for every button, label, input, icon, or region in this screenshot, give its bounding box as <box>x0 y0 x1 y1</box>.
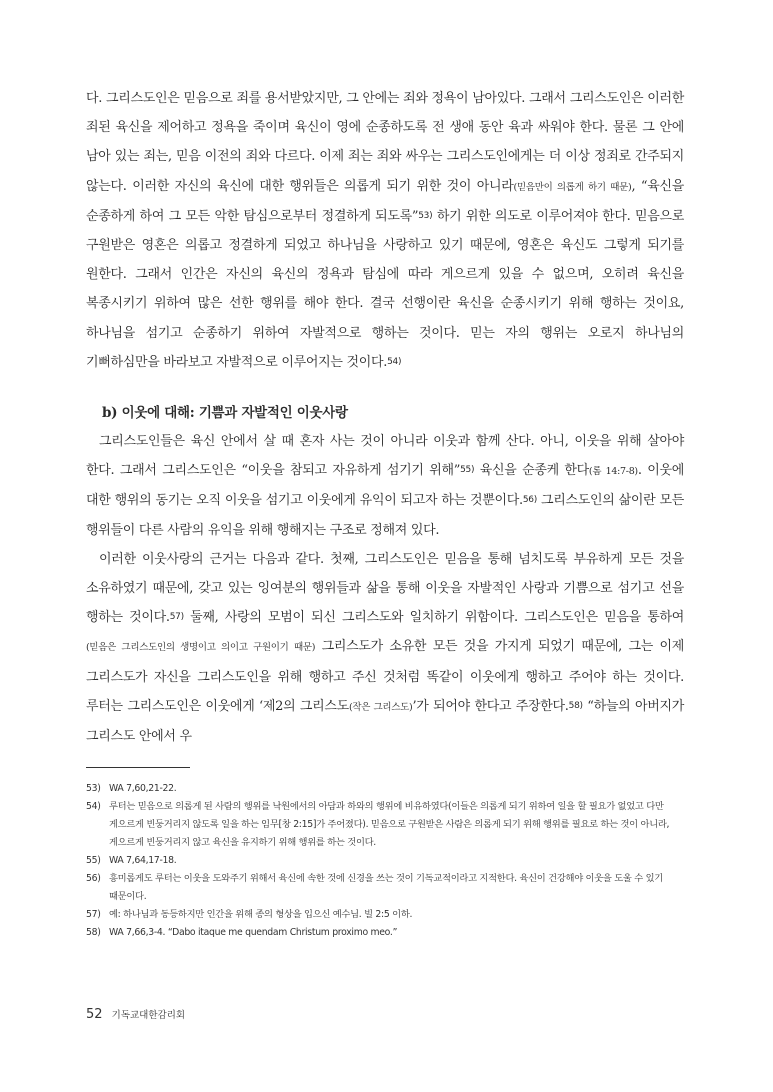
footnote-ref-53[interactable]: 53) <box>418 210 433 221</box>
footnote-ref-58[interactable]: 58) <box>568 700 583 711</box>
footnote-ref-57[interactable]: 57) <box>169 612 184 623</box>
footnote-text: 흥미롭게도 루터는 이웃을 도와주기 위해서 육신에 속한 것에 신경을 쓰는 것이 기독교적이라고 지적한다. 육신이 건강해야 이웃을 도울 수 있기 때문이다. <box>109 873 663 903</box>
page-body <box>86 84 684 942</box>
footnote-divider <box>86 767 190 768</box>
p2-text-d: . 이웃에 대한 행위의 동기는 오직 이웃을 섬기고 이웃에게 유익이 되고자 하는 것뿐이다. <box>86 463 685 509</box>
footnote-57 <box>86 906 684 924</box>
paragraph-1 <box>86 84 684 377</box>
footnote-ref-56[interactable]: 56) <box>522 495 537 506</box>
p3-text-d: 그리스도가 소유한 모든 것을 가지게 되었기 때문에, 그는 이제 그리스도가 자신을 그리스도인을 위해 행하고 주신 것처럼 똑같이 이웃에게 행하고 주어야 하는 것이다. 루터는 그리스도인은 이웃에게 ‘제2의 그리스도 <box>86 639 684 714</box>
p3-text-b: 둘째, 사랑의 모범이 되신 그리스도와 일치하기 위함이다. 그리스도인은 믿음을 통하여 <box>183 610 684 626</box>
footnote-number: 57) <box>86 909 101 921</box>
p2-text-b: 육신을 순종케 한다 <box>474 463 589 479</box>
main-text <box>86 84 684 751</box>
footnote-53 <box>86 780 684 798</box>
footnote-54 <box>86 798 684 852</box>
p2-scripture-ref: (롬 14:7-8) <box>588 466 638 478</box>
p3-text-f: ’가 되어야 한다고 주장한다. <box>412 698 569 714</box>
p2-text-a: 그리스도인들은 육신 안에서 살 때 혼자 사는 것이 아니라 이웃과 함께 산다. 아니, 이웃을 위해 살아야 한다. 그래서 그리스도인은 “이웃을 참되고 자유하게 섬기기 위해” <box>86 434 684 479</box>
p1-parenthetical: (믿음만이 의롭게 하기 때문) <box>513 181 632 193</box>
footnote-56 <box>86 870 684 906</box>
footnote-text: WA 7,66,3-4. “Dabo itaque me quendam Christum proximo meo.” <box>109 927 398 939</box>
footnotes <box>86 780 684 942</box>
p1-text-a: 다. 그리스도인은 믿음으로 죄를 용서받았지만, 그 안에는 죄와 정욕이 남아있다. 그래서 그리스도인은 이러한 죄된 육신을 제어하고 정욕을 죽이며 육신이 영에 순종하도록 전 생애 동안 육과 싸워야 한다. 물론 그 안에 남아 있는 죄는, 믿음 이전의 죄와 다르다. 이제 죄는 죄와 싸우는 그리스도인에게는 더 이상 정죄로 간주되지 않는다. 이러한 자신의 육신에 대한 행위들은 의롭게 되기 위한 것이 아니라 <box>86 91 684 194</box>
footnote-ref-55[interactable]: 55) <box>460 465 475 476</box>
footnote-text: 예: 하나님과 동등하지만 인간을 위해 종의 형상을 입으신 예수님. 빌 2:5 이하. <box>109 909 413 921</box>
footnote-text: 루터는 믿음으로 의롭게 된 사람의 행위를 낙원에서의 아담과 하와의 행위에 비유하였다(이들은 의롭게 되기 위하여 일을 할 필요가 없었고 다만 게으르게 빈둥거리지 않도록 일을 하는 임무[창 2:15]가 주어졌다). 믿음으로 구원받은 사람은 의롭게 되기 위해 행위를 필요로 하는 것이 아니라, 게으르게 빈둥거리지 않고 육신을 유지하기 위해 행위를 하는 것이다. <box>109 801 670 849</box>
journal-name: 기독교대한감리회 <box>111 1010 186 1021</box>
paragraph-2 <box>86 427 684 545</box>
footnote-ref-54[interactable]: 54) <box>387 356 402 367</box>
p1-text-d: 하기 위한 의도로 이루어져야 한다. 믿음으로 구원받은 영혼은 의롭고 정결하게 되었고 하나님을 사랑하고 있기 때문에, 영혼은 육신도 그렇게 되기를 원한다. 그래서 인간은 자신의 육신의 정욕과 탐심에 따라 게으르게 있을 수 없으며, 오히려 육신을 복종시키기 위하여 많은 선한 행위를 해야 한다. 결국 선행이란 육신을 순종시키기 위해 행하는 것이요, 하나님을 섬기고 순종하기 위하여 자발적으로 행하는 것이다. 믿는 자의 행위는 오로지 하나님의 기뻐하심만을 바라보고 자발적으로 이루어지는 것이다. <box>86 208 684 370</box>
footnote-text: WA 7,60,21-22. <box>109 783 177 795</box>
p3-text-g: “하늘의 아버지가 그리스도 안에서 우 <box>86 698 685 745</box>
footnote-55 <box>86 852 684 870</box>
page-number: 52 <box>86 1007 103 1022</box>
paragraph-3 <box>86 545 684 751</box>
p3-parenthetical: (믿음은 그리스도인의 생명이고 의이고 구원이기 때문) <box>86 642 316 654</box>
section-heading: b) 이웃에 대해: 기쁨과 자발적인 이웃사랑 <box>102 405 348 422</box>
page-footer <box>86 1003 185 1022</box>
footnote-text: WA 7,64,17-18. <box>109 855 177 867</box>
p3-text-a: 이러한 이웃사랑의 근거는 다음과 같다. 첫째, 그리스도인은 믿음을 통해 넘치도록 부유하게 모든 것을 소유하였기 때문에, 갖고 있는 잉여분의 행위들과 삶을 통해 이웃을 자발적인 사랑과 기쁨으로 섬기고 선을 행하는 것이다. <box>86 551 684 626</box>
footnote-number: 58) <box>86 927 101 939</box>
p3-small-christ: (작은 그리스도) <box>348 701 413 713</box>
p2-text-e: 그리스도인의 삶이란 모든 행위들이 다른 사람의 유익을 위해 행해지는 구조로 정해져 있다. <box>86 493 684 538</box>
footnote-number: 54) <box>86 801 101 813</box>
footnote-number: 55) <box>86 855 101 867</box>
p1-text-c: , “육신을 순종하게 하여 그 모든 악한 탐심으로부터 정결하게 되도록” <box>86 178 685 224</box>
footnote-number: 53) <box>86 783 101 795</box>
footnote-number: 56) <box>86 873 101 885</box>
footnote-58 <box>86 924 684 942</box>
